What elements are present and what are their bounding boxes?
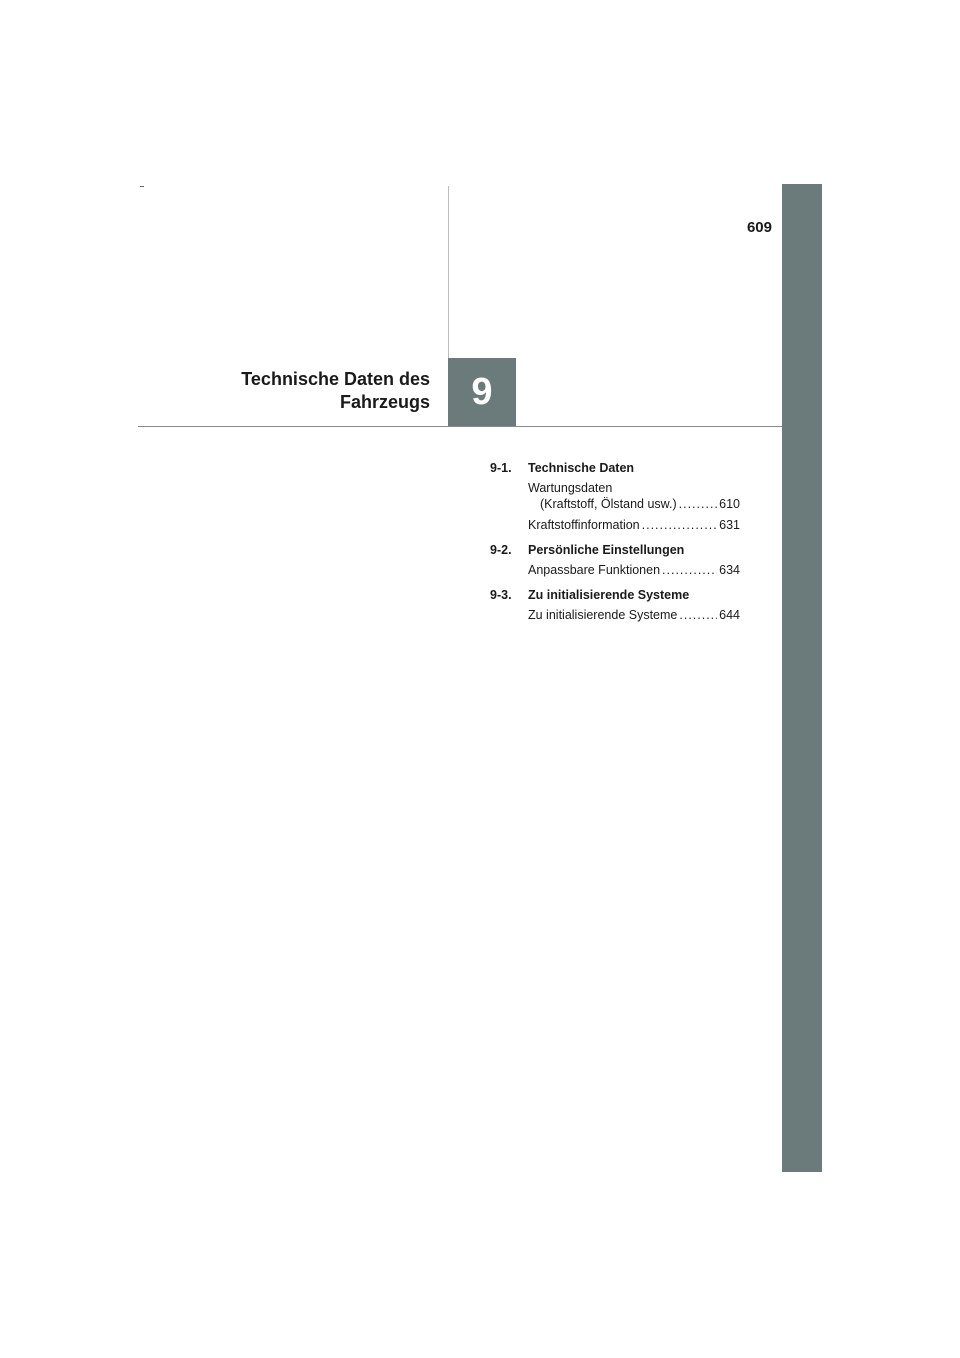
chapter-side-tab	[782, 184, 822, 1172]
toc-entry-label-continued: (Kraftstoff, Ölstand usw.)	[540, 497, 677, 511]
toc-group-9-1	[490, 460, 740, 533]
section-title-line-2: Fahrzeugs	[339, 392, 430, 412]
toc-heading-number: 9-3.	[490, 588, 512, 602]
toc-entry-page: 631	[719, 518, 740, 532]
page-number: 609	[746, 219, 772, 236]
chapter-number-box: 9	[448, 358, 516, 426]
toc-entry[interactable]	[528, 607, 740, 623]
toc-group-9-2	[490, 542, 740, 578]
toc-entry[interactable]	[528, 517, 740, 533]
toc-entry-page: 644	[719, 608, 740, 622]
toc-entry-label: Wartungsdaten	[528, 481, 613, 495]
table-of-contents	[490, 460, 740, 632]
toc-entry[interactable]	[528, 480, 740, 512]
toc-heading	[490, 587, 740, 603]
toc-entry-label: Zu initialisierende Systeme	[528, 608, 678, 622]
toc-heading	[490, 542, 740, 558]
toc-entry-label: Anpassbare Funktionen	[528, 563, 661, 577]
toc-leader-dots	[679, 496, 718, 512]
corner-mark	[140, 186, 144, 187]
toc-heading-number: 9-1.	[490, 461, 512, 475]
toc-leader-dots	[642, 517, 718, 533]
toc-heading-title: Zu initialisierende Systeme	[528, 588, 690, 602]
vertical-rule	[448, 186, 449, 358]
toc-heading-number: 9-2.	[490, 543, 512, 557]
toc-entry[interactable]	[528, 562, 740, 578]
toc-entry-page: 610	[719, 497, 740, 511]
toc-leader-dots	[679, 607, 717, 623]
toc-heading-title: Technische Daten	[528, 461, 635, 475]
toc-entry-page: 634	[719, 563, 740, 577]
toc-group-9-3	[490, 587, 740, 623]
toc-heading	[490, 460, 740, 476]
section-title	[180, 368, 430, 414]
toc-heading-title: Persönliche Einstellungen	[528, 543, 685, 557]
toc-entry-label: Kraftstoffinformation	[528, 518, 640, 532]
section-title-line-1: Technische Daten des	[241, 369, 430, 389]
toc-leader-dots	[662, 562, 717, 578]
horizontal-rule	[138, 426, 782, 427]
